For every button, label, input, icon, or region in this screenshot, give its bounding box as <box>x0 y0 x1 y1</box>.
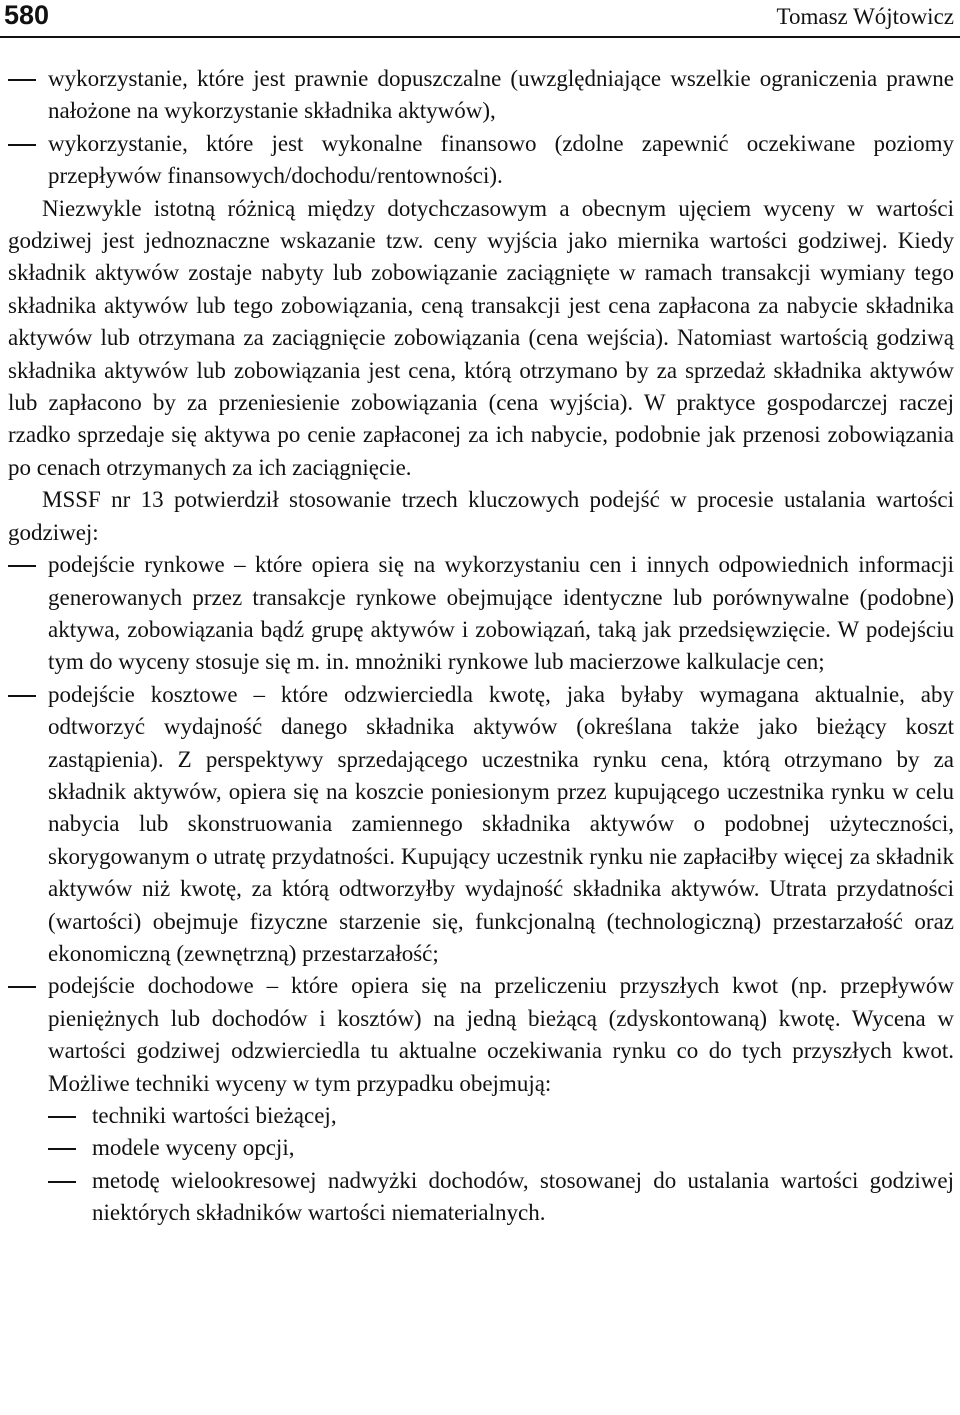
technique-item <box>8 1132 954 1164</box>
approach-item <box>8 549 954 679</box>
list-item-text: podejście kosztowe – które odzwierciedla kwotę, jaka byłaby wymagana aktualnie, aby odtworzyć wydajność danego składnika aktywów (określana także jako bieżący koszt zastąpienia). Z perspektywy sprzedającego uczestnika rynku cena, którą otrzymano by za składnik aktywów, opiera się na koszcie poniesionym przez kupującego uczestnika rynku w celu nabycia lub skonstruowania zamiennego składnika aktywów o podobnej użyteczności, skorygowanym o utratę przydatności. Kupujący uczestnik rynku nie zapłaciłby więcej za składnik aktywów niż kwotę, za którą odtworzyłby wydajność składnika aktywów. Utrata przydatności (wartości) obejmuje fizyczne starzenie się, funkcjonalną (technologiczną) przestarzałość oraz ekonomiczną (zewnętrzną) przestarzałość; <box>48 681 954 966</box>
list-item-text: wykorzystanie, które jest prawnie dopuszczalne (uwzględniające wszelkie ograniczenia prawne nałożone na wykorzystanie składnika aktywów), <box>48 66 954 124</box>
approach-item <box>8 679 954 971</box>
dash-bullet <box>8 970 38 1002</box>
list-item-text: metodę wielookresowej nadwyżki dochodów, stosowanej do ustalania wartości godziwej niektórych składników wartości niematerialnych. <box>92 1167 954 1226</box>
dash-bullet <box>8 549 38 581</box>
page-number: 580 <box>4 0 50 30</box>
page-body <box>8 63 954 1230</box>
list-item-text: modele wyceny opcji, <box>92 1135 295 1161</box>
running-head-author: Tomasz Wójtowicz <box>776 4 954 29</box>
dash-bullet <box>48 1132 78 1164</box>
dash-bullet <box>8 128 38 160</box>
paragraph: MSSF nr 13 potwierdził stosowanie trzech kluczowych podejść w procesie ustalania wartości godziwej: <box>8 487 954 545</box>
paragraph: Niezwykle istotną różnicą między dotychczasowym a obecnym ujęciem wyceny w wartości godziwej jest jednoznaczne wskazanie tzw. ceny wyjścia jako miernika wartości godziwej. Kiedy składnik aktywów zostaje nabyty lub zobowiązanie zaciągnięte w ramach transakcji wymiany tego składnika aktywów lub tego zobowiązania, ceną transakcji jest cena zapłacona za nabycie składnika aktywów lub otrzymana za zaciągnięcie zobowiązania (cena wejścia). Natomiast wartością godziwą składnika aktywów lub zobowiązania jest cena, którą otrzymano by za sprzedaż składnika aktywów lub zapłacono by za przeniesienie zobowiązania (cena wyjścia). W praktyce gospodarczej raczej rzadko sprzedaje się aktywa po cenie zapłaconej za ich nabycie, podobnie jak przenosi zobowiązania po cenach otrzymanych za ich zaciągnięcie. <box>8 195 954 480</box>
dash-bullet <box>48 1100 78 1132</box>
list-item-text: wykorzystanie, które jest wykonalne finansowo (zdolne zapewnić oczekiwane poziomy przepływów finansowych/dochodu/rentowności). <box>48 130 954 189</box>
list-item-text: podejście rynkowe – które opiera się na wykorzystaniu cen i innych odpowiednich informacji generowanych przez transakcje rynkowe obejmujące identyczne lub porównywalne (podobne) aktywa, zobowiązania bądź grupę aktywów i zobowiązań, taką jak przedsięwzięcie. W podejściu tym do wyceny stosuje się m. in. mnożniki rynkowe lub macierzowe kalkulacje cen; <box>48 552 954 675</box>
list-item-text: techniki wartości bieżącej, <box>92 1103 337 1128</box>
technique-item <box>8 1100 954 1132</box>
list-item-text: podejście dochodowe – które opiera się na przeliczeniu przyszłych kwot (np. przepływów pieniężnych lub dochodów i kosztów) na jedną bieżącą (zdyskontowaną) kwotę. Wycena w wartości godziwej odzwierciedla tu aktualne oczekiwania rynku co do tych przyszłych kwot. Możliwe techniki wyceny w tym przypadku obejmują: <box>48 973 954 1096</box>
technique-item <box>8 1165 954 1230</box>
list-item <box>8 63 954 128</box>
dash-bullet <box>8 679 38 711</box>
dash-bullet <box>48 1165 78 1197</box>
list-item <box>8 128 954 193</box>
dash-bullet <box>8 63 38 95</box>
running-header <box>0 0 960 38</box>
approach-item <box>8 970 954 1100</box>
